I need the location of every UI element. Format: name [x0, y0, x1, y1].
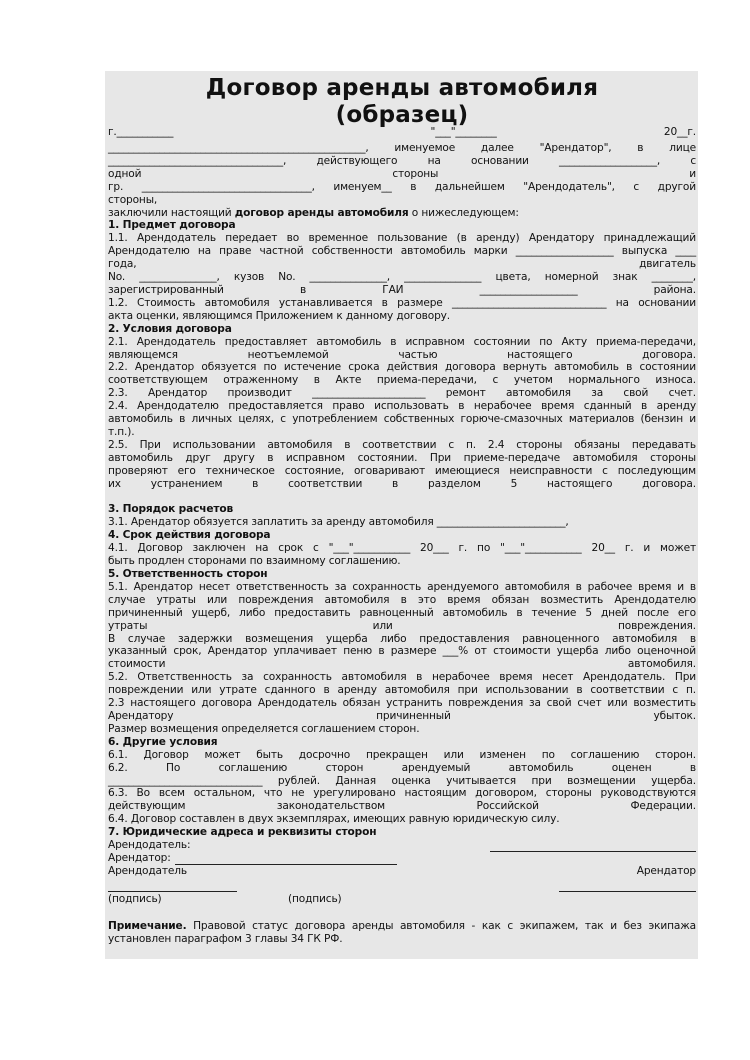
clause-line: соответствующем отраженному в Акте приема-передачи, с учетом нормального износа.: [108, 374, 696, 387]
clause-line: акта оценки, являющимся Приложением к данному договору.: [108, 309, 450, 322]
clause-line: 2.1. Арендодатель предоставляет автомобиль в исправном состоянии по Акту приема-передачи,: [108, 335, 696, 348]
clause-line: 2.3 настоящего договора Арендодатель обязан устранить повреждения за свой счет или возместить: [108, 697, 696, 710]
clause-line: стоимости автомобиля.: [108, 658, 696, 671]
clause-line: 2.3. Арендатор производит ______________________ ремонт автомобиля за свой счет.: [108, 387, 696, 400]
title-line-1: Договор аренды автомобиля: [205, 75, 599, 101]
signature-caption-left: (подпись): [108, 892, 162, 905]
preamble-line: одной стороны и: [108, 167, 696, 180]
preamble-line: __________________________________________________, именуемое далее "Арендатор", в лице: [108, 142, 696, 154]
preamble-line: __________________________________, действующего на основании ___________________, с: [108, 154, 696, 167]
contract-name: договор аренды автомобиля: [234, 206, 409, 219]
clause-line: 2.5. При использовании автомобиля в соответствии с п. 2.4 стороны обязаны передавать: [108, 438, 696, 451]
signature-captions-row: [108, 892, 696, 906]
signature-line-right: [559, 881, 696, 892]
document-content: [108, 75, 696, 946]
signature-lines-row: [108, 878, 696, 892]
signature-labels-row: [108, 865, 696, 878]
clause-line: В случае задержки возмещения ущерба либо предоставления равноценного автомобиля в: [108, 632, 696, 645]
clause-line: 1.1. Арендодатель передает во временное пользование (в аренду) Арендатору принадлежащий: [108, 232, 696, 245]
lessee-address-line: [175, 854, 397, 865]
lessee-address-row: [108, 852, 696, 865]
clause-line: 6.2. По соглашению сторон арендуемый автомобиль оценен в: [108, 761, 696, 774]
section-heading-5: 5. Ответственность сторон: [108, 568, 268, 580]
clause-line: 5.1. Арендатор несет ответственность за сохранность арендуемого автомобиля в рабочее время и в: [108, 580, 696, 593]
intro-line: заключили настоящий договор аренды автомобиля о нижеследующем:: [108, 206, 519, 219]
clause-line: Арендатору причиненный убыток.: [108, 709, 696, 722]
clause-line: года, двигатель: [108, 258, 696, 271]
note-text: Правовой статус договора аренды автомобиля - как с экипажем, так и без экипажа установлен параграфом 3 главы 34 ГК РФ.: [108, 919, 696, 945]
lessor-address-line: [490, 841, 696, 852]
clause-line: 3.1. Арендатор обязуется заплатить за аренду автомобиля _________________________,: [108, 516, 569, 529]
clause-line: причиненный ущерб, либо предоставить равноценный автомобиль в течение 5 дней после его: [108, 606, 696, 619]
clause-line: Арендодателю на праве частной собственности автомобиль марки ___________________ выпуска ____: [108, 245, 696, 258]
clause-line: ______________________________ рублей. Данная оценка учитывается при возмещении ущерба.: [108, 774, 696, 787]
clause-line: являющемся неотъемлемой частью настоящего договора.: [108, 348, 696, 361]
lessor-address-row: [108, 839, 696, 852]
spacer: [108, 906, 696, 920]
title-line-2: (образец): [335, 102, 469, 128]
clause-line: повреждении или утрате сданного в аренду автомобиля при использовании в соответствии с п.: [108, 684, 696, 697]
city-field: г.___________: [108, 126, 174, 138]
clause-line: быть продлен сторонами по взаимному соглашению.: [108, 555, 401, 568]
preamble-line: стороны,: [108, 193, 158, 206]
section-heading-6: 6. Другие условия: [108, 735, 218, 748]
signature-line-left: [108, 881, 237, 892]
date-field: "___"________: [430, 126, 497, 138]
section-heading-1: 1. Предмет договора: [108, 219, 236, 232]
signature-caption-right: (подпись): [288, 892, 342, 905]
year-field: 20__г.: [663, 126, 696, 138]
section-heading-7: 7. Юридические адреса и реквизиты сторон: [108, 826, 377, 839]
clause-line: указанный срок, Арендатор уплачивает пеню в размере ___% от стоимости ущерба либо оценочной: [108, 645, 696, 658]
clause-line: 5.2. Ответственность за сохранность автомобиля в нерабочее время несет Арендодатель. При: [108, 671, 696, 684]
sign-left-label: Арендодатель: [108, 864, 187, 877]
clause-line: No. _______________, кузов No. _______________, _______________ цвета, номерной знак ________,: [108, 271, 696, 284]
clause-line: т.п.).: [108, 425, 135, 438]
clause-line: автомобиль в личных целях, с употреблением собственных горюче-смазочных материалов (бензин и: [108, 413, 696, 426]
clause-line: 2.2. Арендатор обязуется по истечение срока действия договора вернуть автомобиль в состоянии: [108, 361, 696, 374]
preamble-line: гр. _________________________________, именуем__ в дальнейшем "Арендодатель", с другой: [108, 180, 696, 193]
note-label: Примечание.: [108, 919, 187, 932]
clause-line: 2.4. Арендодателю предоставляется право использовать в нерабочее время сданный в аренду: [108, 400, 696, 413]
clause-line: случае утраты или повреждения автомобиля в это время обязан возместить Арендодателю: [108, 593, 696, 606]
clause-line: проверяют его техническое состояние, оговаривают имеющиеся неисправности с последующим: [108, 464, 696, 477]
clause-line: автомобиль друг другу в исправном состоянии. При приеме-передаче автомобиля стороны: [108, 451, 696, 464]
clause-line: 6.1. Договор может быть досрочно прекращен или изменен по соглашению сторон.: [108, 748, 696, 761]
spacer: [108, 490, 696, 503]
clause-line: 1.2. Стоимость автомобиля устанавливается в размере ______________________________ на основании: [108, 296, 696, 309]
clause-line: 4.1. Договор заключен на срок с "___"___________ 20___ г. по "___"___________ 20__ г. и может: [108, 542, 696, 555]
lessee-label: Арендатор:: [108, 851, 171, 864]
clause-line: 6.3. Во всем остальном, что не урегулировано настоящим договором, стороны руководствуются: [108, 787, 696, 800]
clause-line: 6.4. Договор составлен в двух экземплярах, имеющих равную юридическую силу.: [108, 813, 560, 826]
section-heading-2: 2. Условия договора: [108, 322, 232, 335]
clause-line: действующим законодательством Российской Федерации.: [108, 800, 696, 813]
clause-line: утраты или повреждения.: [108, 619, 696, 632]
sign-right-label: Арендатор: [636, 864, 696, 877]
document-title: [108, 75, 696, 129]
section-heading-3: 3. Порядок расчетов: [108, 503, 234, 516]
note: [108, 920, 696, 946]
section-heading-4: 4. Срок действия договора: [108, 529, 271, 542]
clause-line: зарегистрированный в ГАИ ___________________ района.: [108, 283, 696, 296]
clause-line: Размер возмещения определяется соглашением сторон.: [108, 722, 420, 735]
clause-line: их устранением в соответствии в разделом 5 настоящего договора.: [108, 477, 696, 490]
lessor-label: Арендодатель:: [108, 839, 191, 852]
